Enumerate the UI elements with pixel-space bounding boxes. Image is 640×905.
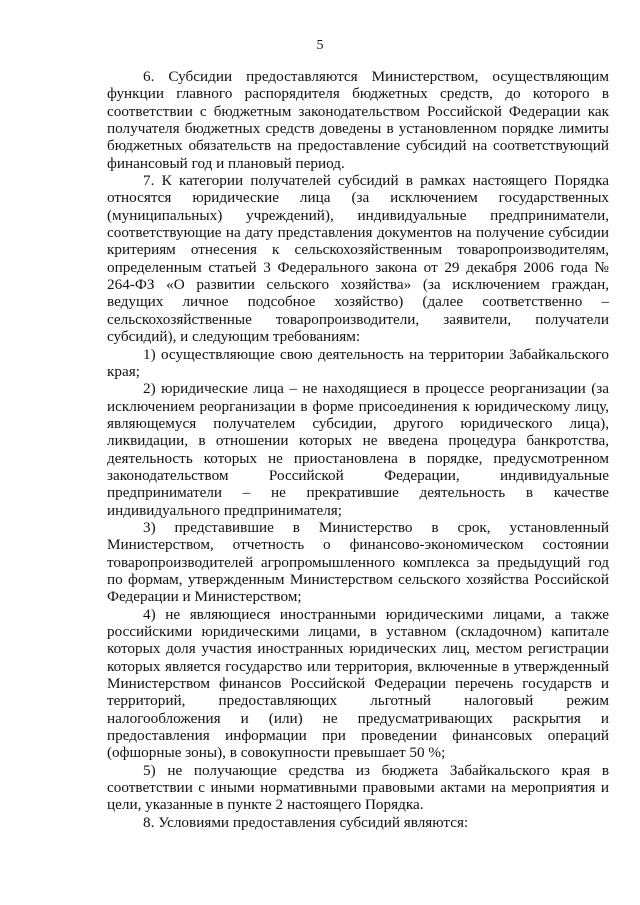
requirement-1-territory: 1) осуществляющие свою деятельность на территории Забайкальского края; [107, 345, 609, 380]
requirement-4-foreign-entities: 4) не являющиеся иностранными юридическими лицами, а также российскими юридическими лицами, в уставном (складочном) капитале которых доля участия иностранных юридических лиц, местом регистрации которых является государство или территория, включенные в утвержденный Министерством финансов Российской Федерации перечень государств и территорий, предоставляющих льготный налоговый режим налогообложения и (или) не предусматривающих раскрытия и предоставления информации при проведении финансовых операций (офшорные зоны), в совокупности превышает 50 %; [107, 605, 609, 762]
document-body [107, 68, 609, 831]
requirement-3-reporting: 3) представившие в Министерство в срок, установленный Министерством, отчетность о финансово-экономическом состоянии товаропроизводителей агропромышленного комплекса за предыдущий год по формам, утвержденным Министерством сельского хозяйства Российской Федерации и Министерством; [107, 518, 609, 606]
paragraph-8-conditions: 8. Условиями предоставления субсидий являются: [143, 813, 469, 831]
requirement-5-no-other-funds: 5) не получающие средства из бюджета Забайкальского края в соответствии с иными нормативными правовыми актами на мероприятия и цели, указанные в пункте 2 настоящего Порядка. [107, 761, 609, 814]
page-number: 5 [316, 38, 324, 53]
requirement-2-reorganization: 2) юридические лица – не находящиеся в процессе реорганизации (за исключением реорганизации в форме присоединения к юридическому лицу, являющемуся получателем субсидии, другого юридического лица), ликвидации, в отношении которых не введена процедура банкротства, деятельность которых не приостановлена в порядке, предусмотренном законодательством Российской Федерации, индивидуальные предприниматели – не прекратившие деятельность в качестве индивидуального предпринимателя; [107, 380, 609, 519]
paragraph-7-recipient-categories: 7. К категории получателей субсидий в рамках настоящего Порядка относятся юридические лица (за исключением государственных (муниципальных) учреждений), индивидуальные предприниматели, соответствующие на дату представления документов на получение субсидии критериям отнесения к сельскохозяйственным товаропроизводителям, определенным статьей 3 Федерального закона от 29 декабря 2006 года № 264-ФЗ «О развитии сельского хозяйства» (за исключением граждан, ведущих личное подсобное хозяйство) (далее соответственно – сельскохозяйственные товаропроизводители, заявители, получатели субсидий), и следующим требованиям: [107, 172, 609, 346]
paragraph-6-subsidy-provider: 6. Субсидии предоставляются Министерством, осуществляющим функции главного распорядителя бюджетных средств, до которого в соответствии с бюджетным законодательством Российской Федерации как получателя бюджетных средств доведены в установленном порядке лимиты бюджетных обязательств на предоставление субсидий на соответствующий финансовый год и плановый период. [107, 68, 609, 172]
